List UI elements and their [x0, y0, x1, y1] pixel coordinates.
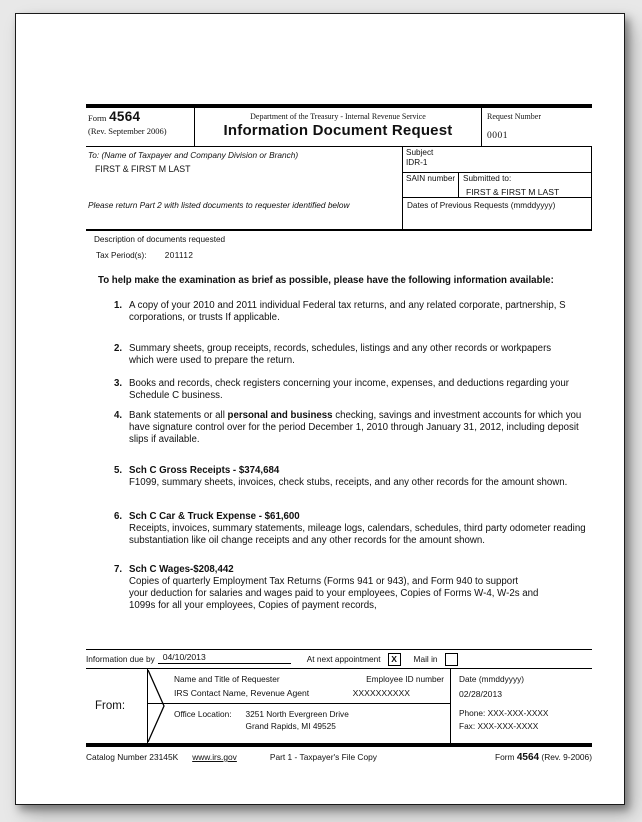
office-location-row [148, 704, 450, 733]
tax-period-label: Tax Period(s): [96, 251, 147, 260]
employee-id-label: Employee ID number [366, 674, 444, 684]
item-text: A copy of your 2010 and 2011 individual Federal tax returns, and any related corporate, partnership, S corporations, or trusts If applicable. [129, 299, 566, 323]
list-item [114, 465, 592, 489]
form-number: 4564 [109, 109, 141, 124]
due-date-field[interactable]: 04/10/2013 [158, 652, 291, 664]
item-text-pre: Bank statements or all [129, 409, 228, 421]
due-row [86, 649, 592, 669]
item-title: Sch C Wages-$208,442 [129, 563, 234, 575]
footer-form-id [495, 752, 592, 763]
item-body: Receipts, invoices, summary statements, mileage logs, calendars, schedules, third party odometer reading substantiation like oil change receipts and any other records for the amount shown. [129, 522, 586, 546]
item-text [129, 564, 539, 612]
item-text [129, 511, 592, 547]
information-due-label: Information due by [86, 654, 155, 664]
footer-block [86, 649, 592, 763]
submitted-to-value: FIRST & FIRST M LAST [466, 187, 560, 197]
item-text [129, 410, 589, 446]
tax-period-value: 201112 [164, 251, 194, 260]
office-address-line2: Grand Rapids, MI 49525 [245, 721, 336, 731]
subject-column [403, 147, 591, 229]
item-number: 2. [114, 342, 123, 354]
fax-value: Fax: XXX-XXX-XXXX [459, 721, 539, 731]
document-page [15, 13, 625, 805]
requester-name-label: Name and Title of Requester [174, 674, 280, 684]
requester-name-value: IRS Contact Name, Revenue Agent [174, 688, 310, 698]
form-revision: (Rev. September 2006) [88, 126, 167, 136]
submitted-to-label: Submitted to: [463, 174, 512, 183]
intro-paragraph: To help make the examination as brief as possible, please have the following information available: [98, 275, 554, 286]
to-label: To: (Name of Taxpayer and Company Division or Branch) [88, 150, 299, 160]
phone-value: Phone: XXX-XXX-XXXX [459, 708, 549, 718]
item-text [129, 465, 592, 489]
office-location-label: Office Location: [174, 709, 232, 719]
checkbox-mail-in[interactable] [445, 653, 458, 666]
requester-value-row [148, 684, 450, 704]
form-4564 [86, 104, 592, 612]
list-item [114, 378, 592, 402]
request-items [86, 300, 592, 612]
item-text-post: checking, savings and investment accounts for which you have signature control over for the period December 1, 2010 through January 31, 2012, including deposit slips if available. [129, 409, 582, 445]
item-body: Copies of quarterly Employment Tax Returns (Forms 941 or 943), and Form 940 to support your deduction for salaries and wages paid to your employees, Copies of Forms W-4, W-2s and 1099s for all your employees, Copies of payment records, [129, 575, 539, 611]
date-label: Date (mmddyyyy) [459, 674, 525, 684]
list-item [114, 511, 592, 547]
date-phone-column [450, 669, 592, 743]
checkbox-at-next-appointment[interactable]: X [388, 653, 401, 666]
item-number: 3. [114, 377, 123, 389]
list-item [114, 343, 592, 367]
part-copy-label: Part 1 - Taxpayer's File Copy [269, 752, 377, 762]
from-chevron-icon [147, 669, 169, 743]
date-value: 02/28/2013 [459, 689, 503, 699]
form-header [86, 108, 592, 147]
taxpayer-name: FIRST & FIRST M LAST [95, 164, 191, 174]
item-number: 4. [114, 409, 123, 421]
form-number-cell [86, 108, 194, 146]
employee-id-value: XXXXXXXXXX [352, 688, 410, 698]
item-title: Sch C Gross Receipts - $374,684 [129, 464, 280, 476]
document-title: Information Document Request [223, 122, 453, 139]
subject-label: Subject [406, 148, 434, 157]
office-address-line1: 3251 North Evergreen Drive [245, 709, 349, 719]
item-number: 5. [114, 464, 123, 476]
item-body: F1099, summary sheets, invoices, check stubs, receipts, and any other records for the amount shown. [129, 476, 568, 488]
mail-in-label: Mail in [413, 654, 438, 664]
requester-header-row [148, 669, 450, 684]
item-number: 7. [114, 563, 123, 575]
request-number-cell [482, 108, 592, 146]
requester-columns [148, 669, 450, 743]
office-address [246, 709, 349, 733]
item-number: 1. [114, 299, 123, 311]
footer-form-number: 4564 [516, 752, 540, 763]
from-label: From: [86, 669, 148, 743]
description-section [86, 231, 592, 261]
return-instruction: Please return Part 2 with listed documents to requester identified below [88, 200, 350, 210]
item-text: Books and records, check registers concerning your income, expenses, and deductions regarding your Schedule C business. [129, 377, 569, 401]
agency-line: Department of the Treasury - Internal Revenue Service [250, 112, 426, 121]
previous-requests-cell: Dates of Previous Requests (mmddyyyy) [407, 201, 556, 210]
description-label: Description of documents requested [94, 235, 226, 244]
footer-row [86, 747, 592, 763]
title-cell [194, 108, 482, 146]
submitted-to-cell [459, 173, 591, 197]
item-text-bold: personal and business [227, 409, 333, 421]
list-item [114, 300, 592, 324]
catalog-number: Catalog Number 23145K [86, 752, 179, 762]
list-item [114, 410, 592, 446]
request-number-label: Request Number [487, 112, 541, 121]
addressee-section [86, 147, 592, 231]
irs-website-link[interactable]: www.irs.gov [192, 752, 237, 762]
sain-number-cell: SAIN number [403, 173, 459, 197]
footer-form-revision: (Rev. 9-2006) [541, 752, 592, 762]
item-title: Sch C Car & Truck Expense - $61,600 [129, 510, 300, 522]
item-text: Summary sheets, group receipts, records, schedules, listings and any other records or workpapers which were used to prepare the return. [129, 342, 552, 366]
form-word-label: Form [88, 113, 107, 123]
from-section [86, 669, 592, 743]
to-cell [86, 147, 403, 229]
subject-cell [403, 147, 591, 173]
request-number-value: 0001 [487, 131, 508, 141]
at-next-appointment-label: At next appointment [306, 654, 381, 664]
tax-period-row [94, 250, 592, 262]
sain-row [403, 173, 591, 198]
list-item [114, 564, 592, 612]
item-number: 6. [114, 510, 123, 522]
subject-value: IDR-1 [406, 158, 428, 167]
footer-form-word: Form [494, 752, 515, 762]
